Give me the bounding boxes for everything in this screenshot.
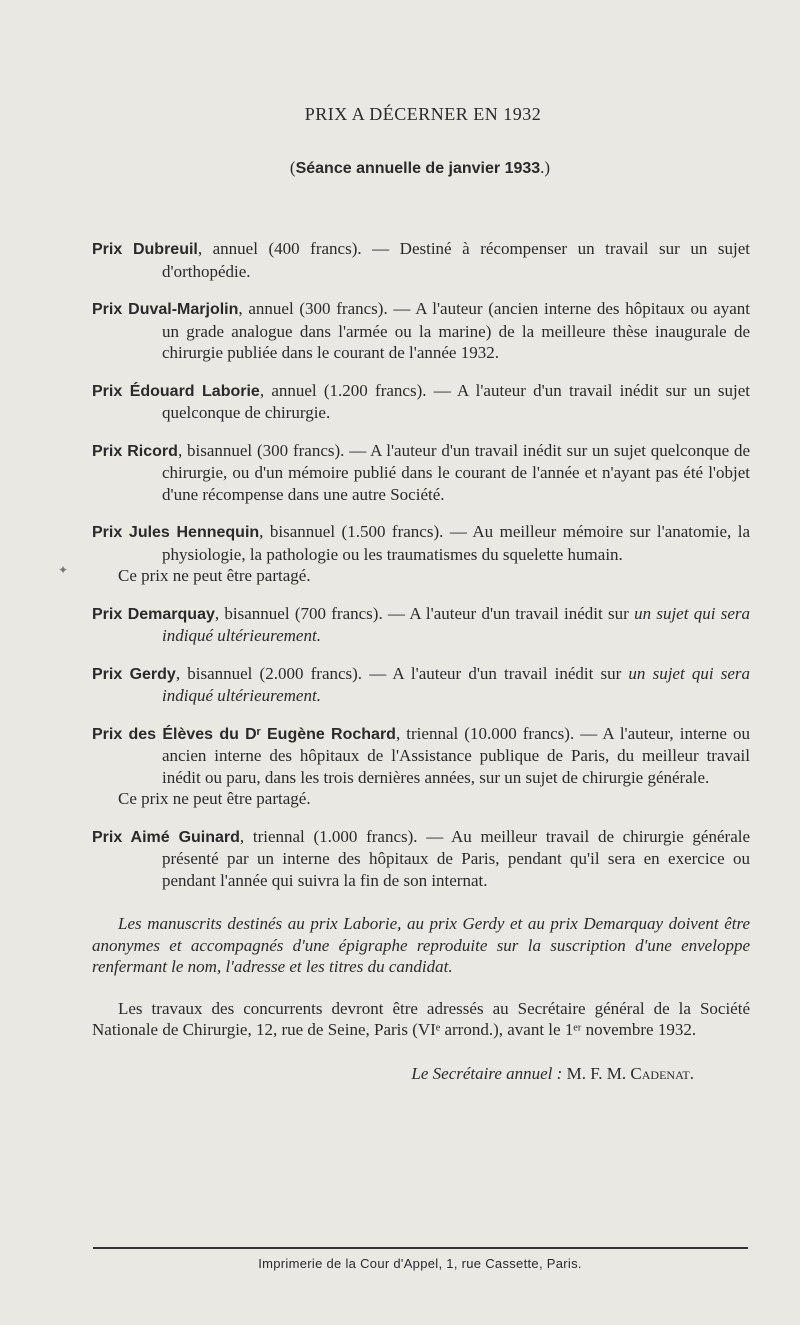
prize-text: , bisannuel (2.000 francs). — A l'auteur d'un travail inédit sur — [175, 663, 629, 683]
prize-entry — [92, 663, 750, 707]
prize-text: , bisannuel (700 francs). — A l'auteur d'un travail inédit sur — [214, 603, 635, 623]
prize-entry — [92, 723, 750, 789]
prize-entry — [92, 440, 750, 506]
prize-italic: un sujet qui sera indiqué ultérieurement. — [162, 663, 750, 705]
prize-name: Prix Dubreuil — [92, 241, 198, 258]
signature-name-prefix: M. F. M. — [566, 1063, 631, 1083]
prize-note: Ce prix ne peut être partagé. — [118, 566, 311, 585]
prize-list — [92, 238, 750, 1084]
prize-text: , bisannuel (1.500 francs). — Au meilleur mémoire sur l'anatomie, la physiologie, la pathologie ou les traumatismes du squelette humain. — [162, 522, 750, 564]
printer-footer: Imprimerie de la Cour d'Appel, 1, rue Cassette, Paris. — [258, 1256, 582, 1271]
prize-entry — [92, 826, 750, 892]
prize-text: , triennal (1.000 francs). — Au meilleur travail de chirurgie générale présenté par un interne des hôpitaux de Paris, pendant qu'il sera en exercice ou pendant l'année qui suivra la fin de son internat. — [162, 826, 751, 890]
subtitle-close: .) — [540, 158, 551, 177]
prize-entry — [92, 298, 750, 364]
prize-text: , annuel (400 francs). — Destiné à récompenser un travail sur un sujet d'orthopédie. — [162, 239, 750, 281]
prize-note: Ce prix ne peut être partagé. — [118, 789, 311, 808]
prize-entry — [92, 238, 750, 282]
prize-name: Prix Demarquay — [92, 605, 215, 623]
prize-name: Prix Ricord — [92, 442, 178, 460]
prize-text: , annuel (1.200 francs). — A l'auteur d'un travail inédit sur un sujet quelconque de chirurgie. — [162, 380, 751, 422]
signature-role: Le Secrétaire annuel : — [411, 1063, 563, 1083]
prize-text: , bisannuel (300 francs). — A l'auteur d'un travail inédit sur un sujet quelconque de chirurgie, ou d'un mémoire publié dans le courant de l'année et n'ayant pas été l'objet d'une récompense dans une autre Société. — [162, 440, 751, 504]
submission-note: Les travaux des concurrents devront être adressés au Secrétaire général de la Société Nationale de Chirurgie, 12, rue de Seine, Paris (VIᵉ arrond.), avant le 1ᵉʳ novembre 1932. — [92, 998, 750, 1039]
prize-name: Prix Jules Hennequin — [92, 524, 260, 541]
signature — [92, 1063, 750, 1085]
subtitle-session: Séance annuelle de janvier 1933 — [295, 160, 541, 177]
manuscripts-note: Les manuscrits destinés au prix Laborie, au prix Gerdy et au prix Demarquay doivent être anonymes et accompagnés d'une épigraphe reproduite sur la suscription d'une enveloppe renfermant le nom, l'adresse et les titres du candidat. — [92, 914, 750, 976]
prize-text: , triennal (10.000 francs). — A l'auteur, interne ou ancien interne des hôpitaux de l'Assistance publique de Paris, du meilleur travail inédit ou paru, dans les trois dernières années, sur un sujet de chirurgie générale. — [162, 723, 751, 787]
signature-name: Cadenat. — [630, 1063, 694, 1083]
margin-mark: ✦ — [58, 563, 69, 577]
prize-name: Prix Gerdy — [92, 665, 176, 683]
page-subtitle — [0, 158, 800, 178]
prize-entry — [92, 380, 750, 424]
prize-name: Prix Duval-Marjolin — [92, 301, 239, 318]
page-title: PRIX A DÉCERNER EN 1932 — [304, 104, 542, 124]
prize-entry — [92, 603, 750, 647]
footer-divider — [93, 1247, 748, 1249]
prize-italic: un sujet qui sera indiqué ultérieurement. — [162, 603, 750, 645]
prize-entry — [92, 521, 750, 565]
subtitle-open: ( — [289, 158, 296, 177]
prize-text: , annuel (300 francs). — A l'auteur (ancien interne des hôpitaux ou ayant un grade analogue dans l'armée ou la marine) de la meilleure thèse inaugurale de chirurgie publiée dans le courant de l'année 1932. — [162, 299, 750, 362]
prize-name: Prix Édouard Laborie — [92, 382, 260, 400]
prize-name: Prix Aimé Guinard — [92, 828, 240, 846]
prize-name: Prix des Élèves du Dʳ Eugène Rochard — [92, 725, 396, 743]
